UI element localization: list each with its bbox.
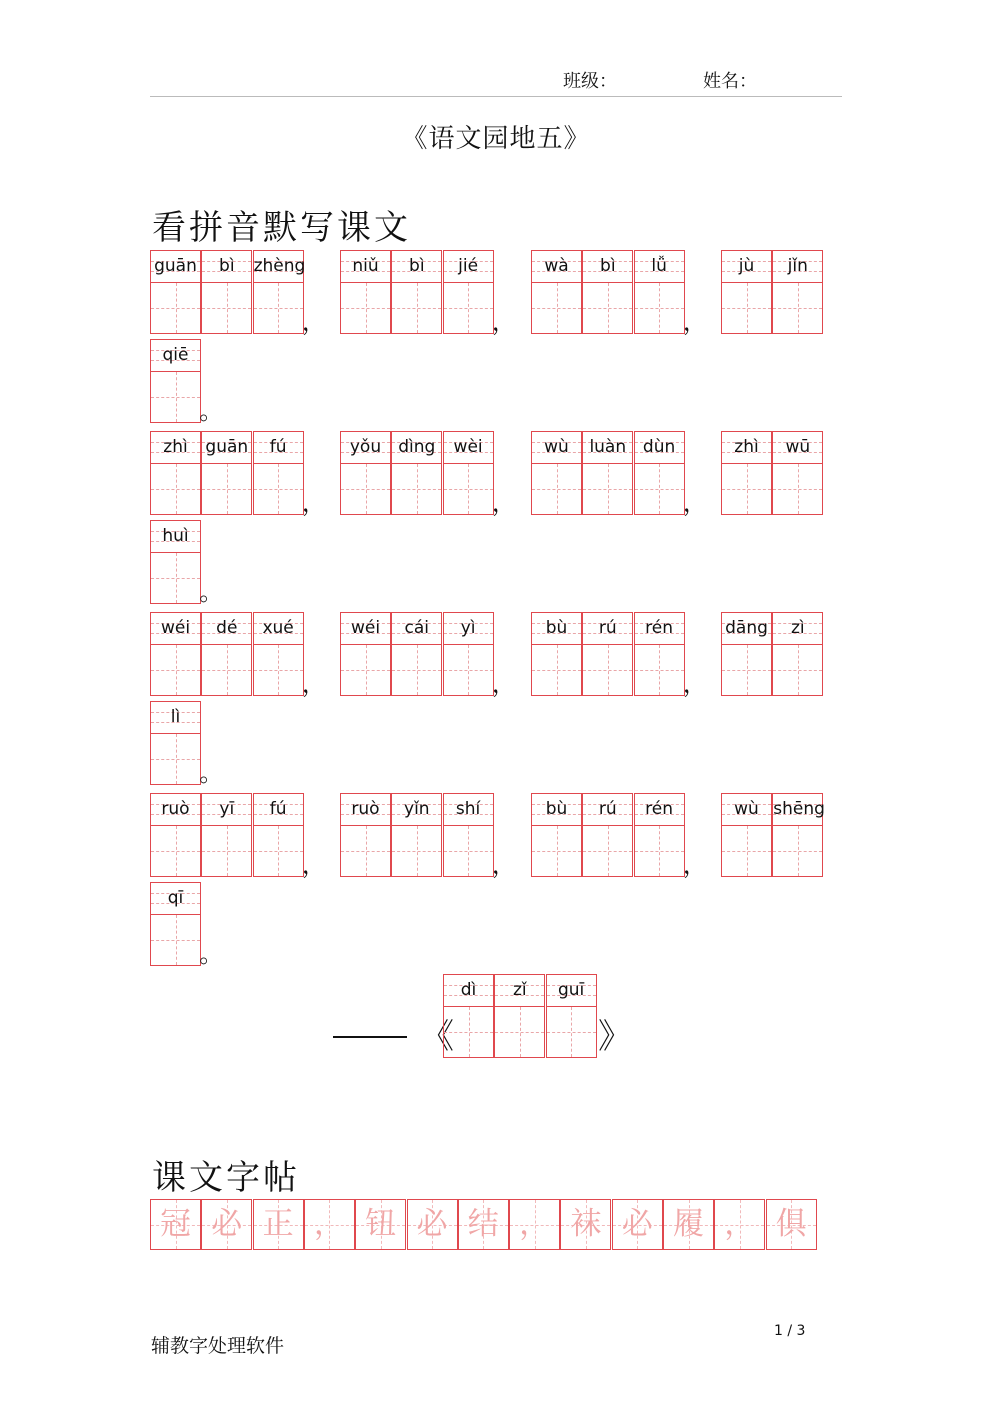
hanzi-box[interactable] xyxy=(341,464,390,514)
hanzi-box[interactable] xyxy=(583,283,632,333)
page-title: 《语文园地五》 xyxy=(401,124,591,154)
pinyin-text: yǐn xyxy=(404,799,430,819)
hanzi-box[interactable] xyxy=(444,645,493,695)
copybook-cell[interactable] xyxy=(304,1199,355,1250)
comma-mark: ， xyxy=(301,308,326,336)
writing-cell[interactable] xyxy=(391,612,442,696)
writing-cell[interactable] xyxy=(531,612,582,696)
pinyin-label xyxy=(202,432,251,464)
pinyin-label xyxy=(151,432,200,464)
comma-mark: ， xyxy=(491,851,516,879)
hanzi-box[interactable] xyxy=(151,283,200,333)
pinyin-text: bì xyxy=(409,256,425,276)
pinyin-text: zhì xyxy=(163,437,188,457)
hanzi-box[interactable] xyxy=(202,645,251,695)
pinyin-text: fú xyxy=(269,437,287,457)
pinyin-label xyxy=(773,794,825,826)
copybook-cell[interactable] xyxy=(355,1199,406,1250)
pinyin-label xyxy=(532,251,581,283)
pinyin-label xyxy=(392,794,441,826)
pinyin-text: jǐn xyxy=(787,256,808,276)
period-mark: 。 xyxy=(199,578,224,606)
header-rule xyxy=(150,96,842,97)
writing-cell[interactable] xyxy=(150,882,201,966)
pinyin-label xyxy=(583,251,632,283)
pinyin-text: dìng xyxy=(398,437,436,457)
pinyin-text: huì xyxy=(162,526,189,546)
writing-cell[interactable] xyxy=(721,250,772,334)
writing-cell[interactable] xyxy=(391,431,442,515)
writing-cell[interactable] xyxy=(531,793,582,877)
pinyin-text: jù xyxy=(738,256,755,276)
writing-cell[interactable] xyxy=(201,250,252,334)
writing-cell[interactable] xyxy=(494,974,545,1058)
writing-cell[interactable] xyxy=(772,250,823,334)
pinyin-text: bì xyxy=(600,256,616,276)
copybook-cell[interactable] xyxy=(407,1199,458,1250)
writing-cell[interactable] xyxy=(150,431,201,515)
pinyin-label xyxy=(151,613,200,645)
hanzi-box[interactable] xyxy=(392,464,441,514)
pinyin-label xyxy=(444,251,493,283)
trace-character: 必 xyxy=(621,1206,653,1242)
writing-cell[interactable] xyxy=(443,431,494,515)
comma-mark: ， xyxy=(682,308,707,336)
hanzi-box[interactable] xyxy=(444,1007,493,1057)
writing-cell[interactable] xyxy=(443,793,494,877)
comma-mark: ， xyxy=(491,670,516,698)
pinyin-label xyxy=(444,432,493,464)
comma-mark: ， xyxy=(301,851,326,879)
hanzi-box[interactable] xyxy=(773,826,822,876)
pinyin-label xyxy=(583,613,632,645)
pinyin-label xyxy=(392,432,441,464)
writing-cell[interactable] xyxy=(721,793,772,877)
pinyin-label xyxy=(341,613,390,645)
writing-cell[interactable] xyxy=(582,793,633,877)
copybook-cell[interactable] xyxy=(612,1199,663,1250)
hanzi-box[interactable] xyxy=(151,826,200,876)
trace-character: ， xyxy=(724,1206,756,1242)
hanzi-box[interactable] xyxy=(341,645,390,695)
pinyin-text: niǔ xyxy=(352,256,379,276)
writing-cell[interactable] xyxy=(340,793,391,877)
pinyin-label xyxy=(635,432,684,464)
writing-cell[interactable] xyxy=(150,793,201,877)
pinyin-label xyxy=(253,251,306,283)
pinyin-label xyxy=(254,794,303,826)
writing-cell[interactable] xyxy=(201,612,252,696)
writing-cell[interactable] xyxy=(201,793,252,877)
trace-character: 冠 xyxy=(160,1206,191,1242)
trace-character: 正 xyxy=(262,1206,294,1242)
hanzi-box[interactable] xyxy=(202,283,251,333)
hanzi-box[interactable] xyxy=(151,734,200,784)
hanzi-box[interactable] xyxy=(392,826,441,876)
pinyin-label xyxy=(444,975,493,1007)
copybook-cell[interactable] xyxy=(201,1199,252,1250)
trace-character: 履 xyxy=(673,1206,704,1242)
pinyin-text: shí xyxy=(455,799,481,819)
hanzi-box[interactable] xyxy=(341,283,390,333)
trace-character: ， xyxy=(519,1206,551,1242)
pinyin-label xyxy=(151,794,200,826)
pinyin-label xyxy=(583,794,632,826)
writing-cell[interactable] xyxy=(391,250,442,334)
writing-cell[interactable] xyxy=(253,431,304,515)
writing-cell[interactable] xyxy=(582,250,633,334)
footer-page-number: 1 / 3 xyxy=(774,1323,806,1339)
pinyin-text: bù xyxy=(545,618,568,638)
pinyin-text: wà xyxy=(544,256,569,276)
trace-character: 钮 xyxy=(365,1206,397,1242)
pinyin-label xyxy=(341,794,390,826)
pinyin-label xyxy=(151,702,200,734)
hanzi-box[interactable] xyxy=(202,464,251,514)
comma-mark: ， xyxy=(491,308,516,336)
pinyin-text: yǒu xyxy=(349,437,382,457)
hanzi-box[interactable] xyxy=(254,826,303,876)
writing-cell[interactable] xyxy=(546,974,597,1058)
hanzi-box[interactable] xyxy=(635,283,684,333)
hanzi-box[interactable] xyxy=(583,645,632,695)
writing-cell[interactable] xyxy=(721,431,772,515)
pinyin-text: qiē xyxy=(162,345,189,365)
writing-cell[interactable] xyxy=(531,250,582,334)
trace-character: ， xyxy=(313,1206,345,1242)
writing-cell[interactable] xyxy=(201,431,252,515)
hanzi-box[interactable] xyxy=(392,283,441,333)
writing-cell[interactable] xyxy=(340,612,391,696)
pinyin-text: zhì xyxy=(734,437,759,457)
writing-cell[interactable] xyxy=(340,431,391,515)
hanzi-box[interactable] xyxy=(202,826,251,876)
copybook-cell[interactable] xyxy=(150,1199,201,1250)
hanzi-box[interactable] xyxy=(532,645,581,695)
pinyin-text: qī xyxy=(167,888,184,908)
hanzi-box[interactable] xyxy=(722,826,771,876)
pinyin-text: ruò xyxy=(351,799,380,819)
hanzi-box[interactable] xyxy=(722,283,771,333)
pinyin-label xyxy=(202,613,251,645)
pinyin-text: guān xyxy=(205,437,249,457)
writing-cell[interactable] xyxy=(582,612,633,696)
trace-character: 必 xyxy=(211,1206,243,1242)
writing-cell[interactable] xyxy=(443,250,494,334)
pinyin-text: wèi xyxy=(453,437,483,457)
writing-cell[interactable] xyxy=(634,612,685,696)
hanzi-box[interactable] xyxy=(532,464,581,514)
pinyin-text: bù xyxy=(545,799,568,819)
pinyin-label xyxy=(151,340,200,372)
name-label: 姓名： xyxy=(703,71,757,92)
hanzi-box[interactable] xyxy=(444,826,493,876)
hanzi-box[interactable] xyxy=(341,826,390,876)
writing-cell[interactable] xyxy=(253,612,304,696)
pinyin-label xyxy=(532,432,581,464)
hanzi-box[interactable] xyxy=(151,553,200,603)
writing-cell[interactable] xyxy=(772,612,823,696)
hanzi-box[interactable] xyxy=(773,464,822,514)
pinyin-text: fú xyxy=(269,799,287,819)
writing-cell[interactable] xyxy=(443,974,494,1058)
pinyin-text: bì xyxy=(219,256,235,276)
pinyin-label xyxy=(151,251,200,283)
hanzi-box[interactable] xyxy=(532,826,581,876)
hanzi-box[interactable] xyxy=(254,645,303,695)
writing-cell[interactable] xyxy=(443,612,494,696)
hanzi-box[interactable] xyxy=(151,372,200,422)
pinyin-label xyxy=(254,432,303,464)
comma-mark: ， xyxy=(301,489,326,517)
hanzi-box[interactable] xyxy=(635,464,684,514)
writing-cell[interactable] xyxy=(150,339,201,423)
pinyin-label xyxy=(151,883,200,915)
writing-cell[interactable] xyxy=(150,520,201,604)
class-label: 班级： xyxy=(563,71,617,92)
pinyin-text: jié xyxy=(458,256,479,276)
hanzi-box[interactable] xyxy=(254,464,303,514)
pinyin-text: dì xyxy=(460,980,477,1000)
pinyin-label xyxy=(341,251,390,283)
pinyin-label xyxy=(495,975,544,1007)
hanzi-box[interactable] xyxy=(444,464,493,514)
pinyin-label xyxy=(635,613,684,645)
hanzi-box[interactable] xyxy=(773,283,822,333)
writing-cell[interactable] xyxy=(150,250,201,334)
pinyin-label xyxy=(635,794,684,826)
hanzi-box[interactable] xyxy=(773,645,822,695)
author-dash xyxy=(333,1036,407,1038)
writing-cell[interactable] xyxy=(150,612,201,696)
pinyin-label xyxy=(722,613,771,645)
writing-cell[interactable] xyxy=(772,431,823,515)
pinyin-text: guī xyxy=(557,980,585,1000)
pinyin-text: zǐ xyxy=(512,980,527,1000)
comma-mark: ， xyxy=(682,670,707,698)
pinyin-text: lì xyxy=(170,707,181,727)
pinyin-label xyxy=(202,251,251,283)
pinyin-text: xué xyxy=(262,618,294,638)
pinyin-text: guān xyxy=(154,256,197,276)
hanzi-box[interactable] xyxy=(254,283,303,333)
copybook-cell[interactable] xyxy=(766,1199,817,1250)
pinyin-text: yì xyxy=(460,618,476,638)
trace-character: 俱 xyxy=(775,1206,807,1242)
pinyin-label xyxy=(444,794,493,826)
section-heading-pinyin: 看拼音默写课文 xyxy=(152,208,411,248)
writing-cell[interactable] xyxy=(634,793,685,877)
pinyin-text: zhèng xyxy=(253,256,306,276)
pinyin-text: rén xyxy=(645,618,674,638)
pinyin-label xyxy=(773,251,822,283)
writing-cell[interactable] xyxy=(150,701,201,785)
pinyin-text: shēng xyxy=(773,799,825,819)
trace-character: 必 xyxy=(416,1206,448,1242)
pinyin-text: dé xyxy=(216,618,238,638)
pinyin-label xyxy=(532,613,581,645)
pinyin-text: rú xyxy=(598,799,617,819)
writing-cell[interactable] xyxy=(253,250,304,334)
copybook-cell[interactable] xyxy=(458,1199,509,1250)
pinyin-label xyxy=(341,432,390,464)
pinyin-label xyxy=(532,794,581,826)
pinyin-text: zì xyxy=(790,618,805,638)
pinyin-label xyxy=(773,432,822,464)
pinyin-text: wù xyxy=(544,437,569,457)
pinyin-label xyxy=(547,975,596,1007)
writing-cell[interactable] xyxy=(582,431,633,515)
pinyin-label xyxy=(722,794,771,826)
pinyin-text: ruò xyxy=(161,799,190,819)
period-mark: 。 xyxy=(199,759,224,787)
period-mark: 。 xyxy=(199,940,224,968)
hanzi-box[interactable] xyxy=(392,645,441,695)
hanzi-box[interactable] xyxy=(444,283,493,333)
hanzi-box[interactable] xyxy=(151,915,200,965)
pinyin-text: yī xyxy=(219,799,235,819)
pinyin-text: wū xyxy=(785,437,811,457)
hanzi-box[interactable] xyxy=(722,464,771,514)
hanzi-box[interactable] xyxy=(583,826,632,876)
hanzi-box[interactable] xyxy=(495,1007,544,1057)
hanzi-box[interactable] xyxy=(722,645,771,695)
copybook-cell[interactable] xyxy=(714,1199,765,1250)
pinyin-label xyxy=(444,613,493,645)
pinyin-text: lǚ xyxy=(651,256,667,276)
writing-cell[interactable] xyxy=(772,793,823,877)
pinyin-text: luàn xyxy=(589,437,627,457)
hanzi-box[interactable] xyxy=(635,826,684,876)
pinyin-label xyxy=(151,521,200,553)
hanzi-box[interactable] xyxy=(151,645,200,695)
pinyin-text: dùn xyxy=(642,437,676,457)
comma-mark: ， xyxy=(682,851,707,879)
copybook-cell[interactable] xyxy=(253,1199,304,1250)
pinyin-label xyxy=(202,794,251,826)
pinyin-label xyxy=(722,251,771,283)
pinyin-text: rén xyxy=(645,799,674,819)
pinyin-label xyxy=(392,613,441,645)
copybook-cell[interactable] xyxy=(509,1199,560,1250)
pinyin-label xyxy=(583,432,632,464)
trace-character: 结 xyxy=(467,1206,499,1242)
pinyin-label xyxy=(722,432,771,464)
pinyin-label xyxy=(254,613,303,645)
pinyin-text: wù xyxy=(734,799,759,819)
writing-cell[interactable] xyxy=(721,612,772,696)
hanzi-box[interactable] xyxy=(151,464,200,514)
hanzi-box[interactable] xyxy=(635,645,684,695)
writing-cell[interactable] xyxy=(634,250,685,334)
pinyin-text: dāng xyxy=(725,618,768,638)
pinyin-text: wéi xyxy=(160,618,191,638)
writing-cell[interactable] xyxy=(634,431,685,515)
period-mark: 。 xyxy=(199,397,224,425)
comma-mark: ， xyxy=(491,489,516,517)
writing-cell[interactable] xyxy=(531,431,582,515)
author-right-bracket: 》 xyxy=(598,1017,632,1057)
comma-mark: ， xyxy=(301,670,326,698)
footer-software-name: 辅教字处理软件 xyxy=(151,1335,285,1357)
copybook-cell[interactable] xyxy=(560,1199,611,1250)
pinyin-label xyxy=(392,251,441,283)
hanzi-box[interactable] xyxy=(583,464,632,514)
copybook-row xyxy=(150,1199,818,1250)
hanzi-box[interactable] xyxy=(532,283,581,333)
pinyin-label xyxy=(773,613,822,645)
pinyin-text: cái xyxy=(404,618,430,638)
pinyin-text: wéi xyxy=(350,618,381,638)
author-left-bracket: 《 xyxy=(420,1017,454,1057)
trace-character: 袜 xyxy=(570,1206,602,1242)
hanzi-box[interactable] xyxy=(547,1007,596,1057)
copybook-cell[interactable] xyxy=(663,1199,714,1250)
writing-cell[interactable] xyxy=(253,793,304,877)
writing-cell[interactable] xyxy=(340,250,391,334)
writing-cell[interactable] xyxy=(391,793,442,877)
section-heading-copybook: 课文字帖 xyxy=(152,1158,300,1198)
comma-mark: ， xyxy=(682,489,707,517)
pinyin-label xyxy=(635,251,684,283)
pinyin-text: rú xyxy=(598,618,617,638)
